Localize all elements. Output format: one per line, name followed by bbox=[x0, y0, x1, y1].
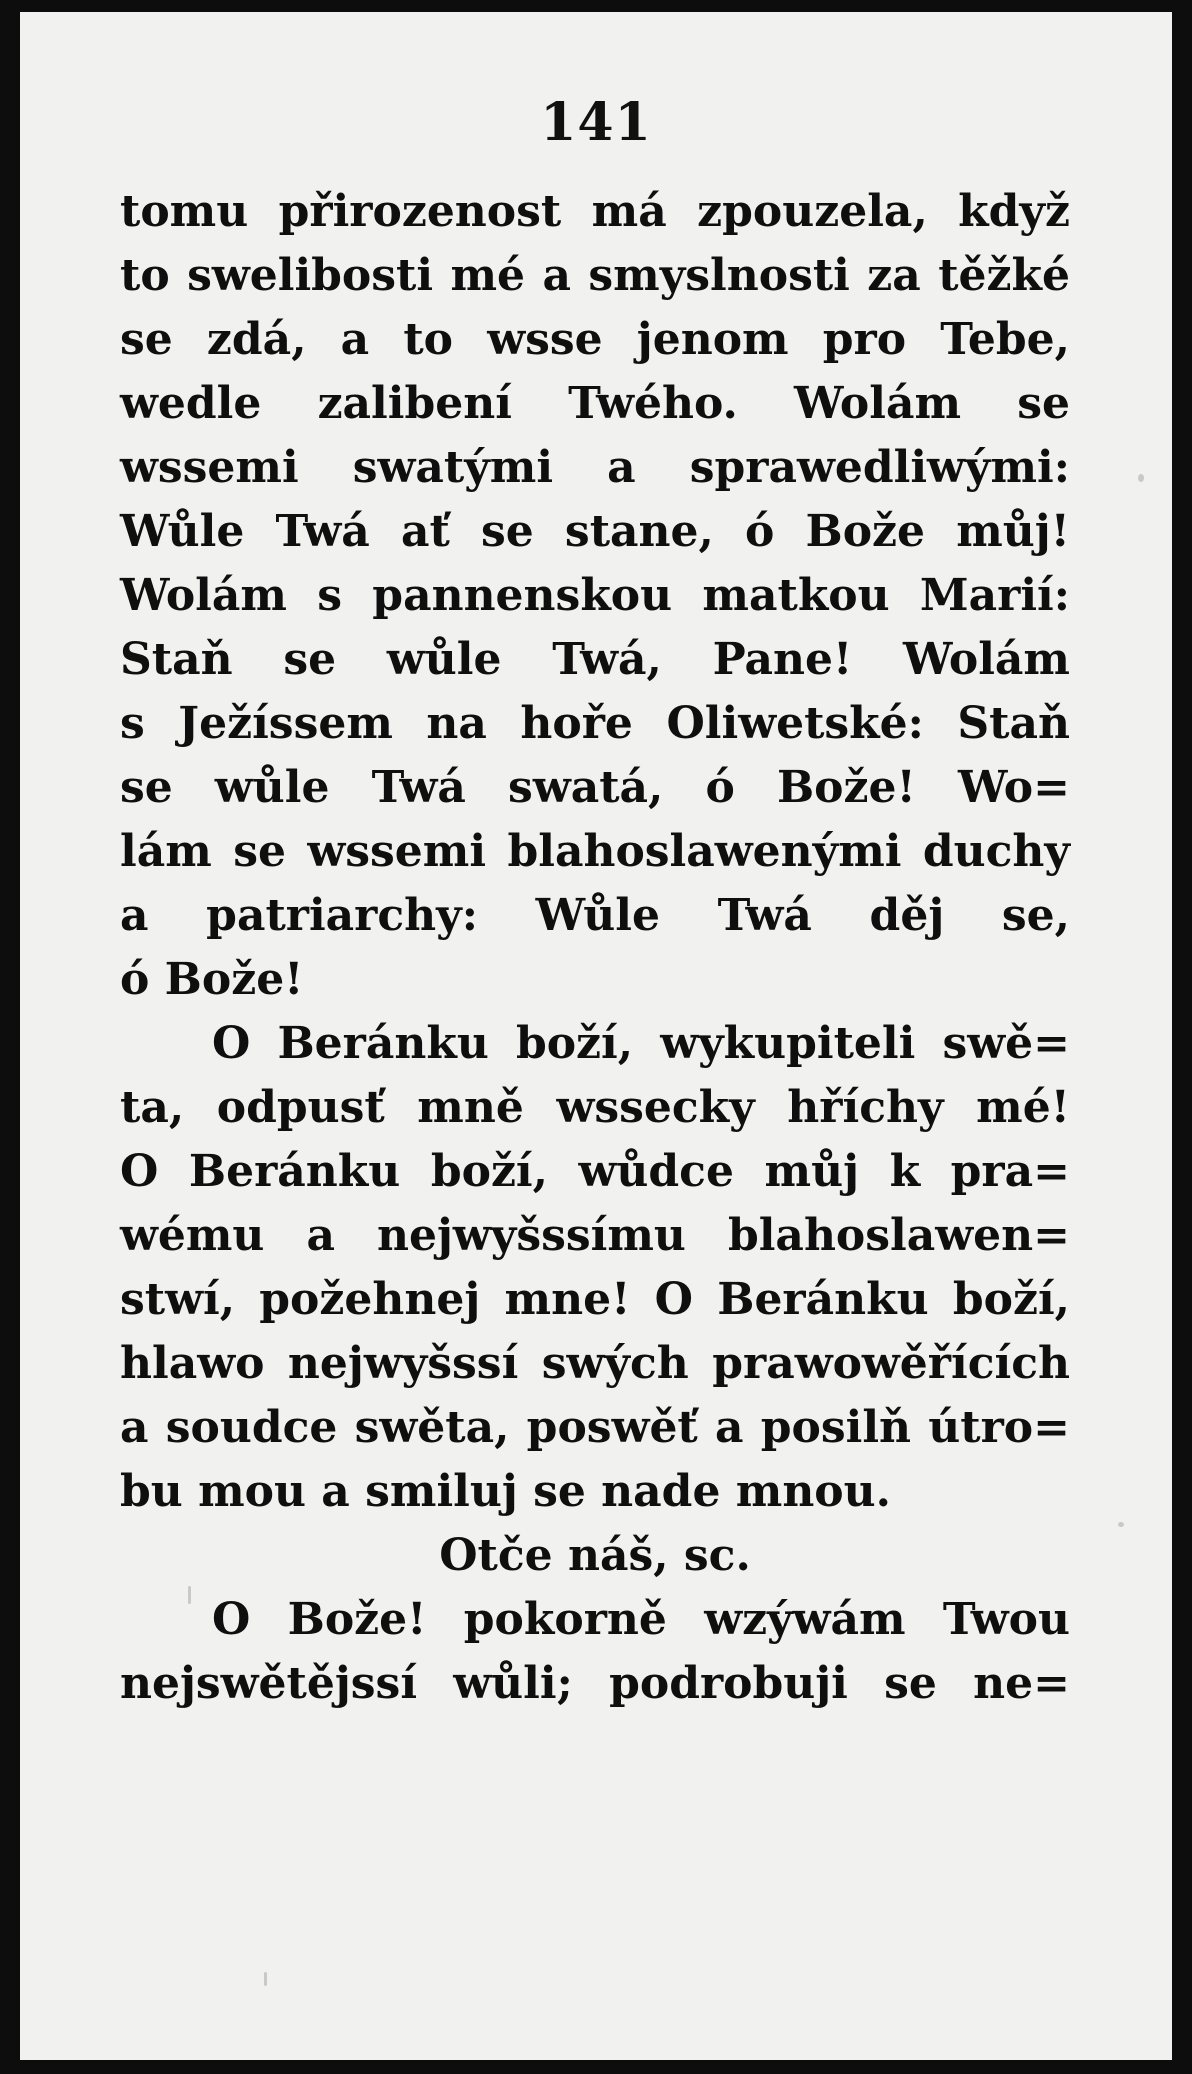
text-line: se wůle Twá swatá, ó Bože! Wo= bbox=[120, 762, 1070, 813]
text-line: O Beránku boží, wůdce můj k pra= bbox=[120, 1146, 1070, 1197]
text-line: wedle zalibení Twého. Wolám se bbox=[120, 378, 1070, 429]
paper-speck bbox=[188, 1586, 191, 1604]
text-line: a patriarchy: Wůle Twá děj se, bbox=[120, 890, 1070, 941]
text-line: bu mou a smiluj se nade mnou. bbox=[120, 1466, 891, 1517]
paper-speck bbox=[1118, 1522, 1124, 1527]
text-line: s Ježíssem na hoře Oliwetské: Staň bbox=[120, 698, 1070, 749]
text-line: wssemi swatými a sprawedliwými: bbox=[120, 442, 1070, 493]
text-line: O Bože! pokorně wzýwám Twou bbox=[212, 1594, 1070, 1645]
text-line: se zdá, a to wsse jenom pro Tebe, bbox=[120, 314, 1070, 365]
text-line: ó Bože! bbox=[120, 954, 304, 1005]
text-line: a soudce swěta, poswěť a posilň útro= bbox=[120, 1402, 1070, 1453]
text-line: Staň se wůle Twá, Pane! Wolám bbox=[120, 634, 1070, 685]
text-line: O Beránku boží, wykupiteli swě= bbox=[212, 1018, 1070, 1069]
text-line: ta, odpusť mně wssecky hříchy mé! bbox=[120, 1082, 1070, 1133]
text-line: lám se wssemi blahoslawenými duchy bbox=[120, 826, 1070, 877]
text-line: Wůle Twá ať se stane, ó Bože můj! bbox=[120, 506, 1070, 557]
page-number: 141 bbox=[540, 92, 652, 153]
text-line: hlawo nejwyšssí swých prawowěřících bbox=[120, 1338, 1070, 1389]
text-line: nejswětějssí wůli; podrobuji se ne= bbox=[120, 1658, 1070, 1709]
book-page bbox=[20, 12, 1172, 2060]
text-line: Wolám s pannenskou matkou Marií: bbox=[120, 570, 1070, 621]
text-line: to swelibosti mé a smyslnosti za těžké bbox=[120, 250, 1070, 301]
paper-speck bbox=[264, 1972, 267, 1986]
page-text bbox=[120, 180, 1070, 1716]
text-line: stwí, požehnej mne! O Beránku boží, bbox=[120, 1274, 1070, 1325]
text-line: wému a nejwyšssímu blahoslawen= bbox=[120, 1210, 1070, 1261]
prayer-heading: Otče náš, sc. bbox=[439, 1530, 751, 1581]
paper-speck bbox=[1138, 474, 1144, 482]
text-line: tomu přirozenost má zpouzela, když bbox=[120, 186, 1070, 237]
